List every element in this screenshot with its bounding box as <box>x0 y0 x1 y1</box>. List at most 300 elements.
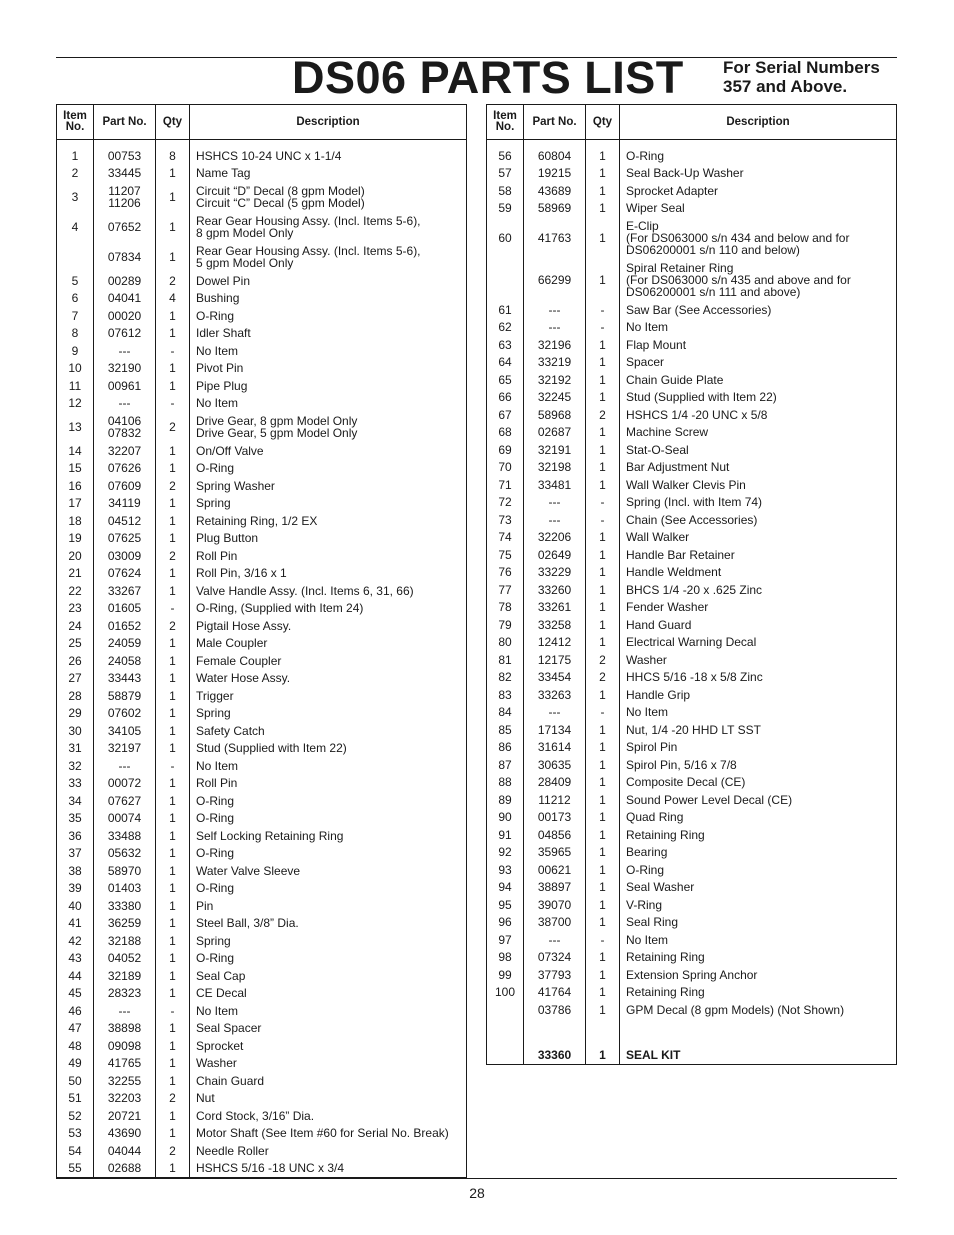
item-number-line: 21 <box>68 566 82 581</box>
item-number-line: 74 <box>498 530 512 545</box>
quantity-line: 1 <box>169 583 176 598</box>
table-row <box>57 985 467 1003</box>
item-number-line: 51 <box>68 1091 82 1106</box>
description-line: Handle Grip <box>626 687 691 702</box>
description <box>190 985 467 1003</box>
item-number <box>57 757 94 775</box>
description-line: Quad Ring <box>626 810 684 825</box>
description-line: Steel Ball, 3/8” Dia. <box>196 916 299 931</box>
quantity <box>586 686 620 704</box>
quantity <box>586 1001 620 1019</box>
quantity-line: 1 <box>599 355 606 370</box>
part-number-line: 01605 <box>107 601 142 616</box>
item-number <box>57 147 94 165</box>
part-number-line: 07626 <box>107 461 142 476</box>
item-number-line: 30 <box>68 723 82 738</box>
quantity <box>156 460 190 478</box>
item-number <box>57 165 94 183</box>
page-title: DS06 PARTS LIST <box>292 52 684 103</box>
part-number <box>524 147 586 165</box>
item-number <box>487 200 524 218</box>
part-number <box>94 687 156 705</box>
item-number-line: 6 <box>71 291 79 306</box>
item-number <box>487 1019 524 1047</box>
quantity-line: 1 <box>169 741 176 756</box>
table-row <box>487 371 897 389</box>
quantity-line: 1 <box>599 967 606 982</box>
part-number-line: 00961 <box>107 378 142 393</box>
description <box>620 529 897 547</box>
part-number-line: 04052 <box>107 951 142 966</box>
description <box>190 600 467 618</box>
item-number <box>57 212 94 242</box>
item-number-line: 60 <box>498 231 512 245</box>
table-spacer-row <box>487 140 897 148</box>
description <box>190 635 467 653</box>
item-number-line: 33 <box>68 776 82 791</box>
description-line: Stat-O-Seal <box>626 442 689 457</box>
description <box>190 932 467 950</box>
description <box>190 670 467 688</box>
description-line: Sound Power Level Decal (CE) <box>626 792 793 807</box>
description-line: Wall Walker <box>626 530 690 545</box>
table-row <box>487 844 897 862</box>
part-number-line: 09098 <box>107 1038 142 1053</box>
quantity-line: 1 <box>599 372 606 387</box>
part-number <box>94 547 156 565</box>
description <box>190 377 467 395</box>
part-number <box>524 984 586 1002</box>
quantity-line: 1 <box>169 220 176 234</box>
part-number-line: 11212 <box>538 792 571 807</box>
item-number-line: 96 <box>498 915 512 930</box>
table-row <box>487 319 897 337</box>
quantity <box>156 827 190 845</box>
table-row <box>57 242 467 272</box>
quantity <box>586 494 620 512</box>
spacer-cell <box>620 140 897 148</box>
description <box>190 147 467 165</box>
header-part-no: Part No. <box>94 105 156 140</box>
quantity-line: 1 <box>169 688 176 703</box>
description <box>190 395 467 413</box>
description <box>190 652 467 670</box>
part-number-line: 07624 <box>107 566 142 581</box>
part-number <box>94 307 156 325</box>
part-number <box>94 242 156 272</box>
table-row <box>487 1019 897 1047</box>
part-number <box>524 319 586 337</box>
part-number-line: 33380 <box>107 898 142 913</box>
part-number <box>94 1002 156 1020</box>
quantity <box>586 791 620 809</box>
description-line: Roll Pin <box>196 776 238 791</box>
quantity <box>156 307 190 325</box>
quantity-line: 1 <box>169 1021 176 1036</box>
part-number <box>524 1001 586 1019</box>
part-number-line: 33219 <box>537 355 572 370</box>
quantity-line: 1 <box>169 951 176 966</box>
description-line: O-Ring <box>626 148 665 163</box>
item-number-line: 58 <box>498 183 512 198</box>
table-row <box>487 879 897 897</box>
item-number <box>487 651 524 669</box>
item-number-line: 73 <box>498 512 512 527</box>
quantity-line: 2 <box>169 618 176 633</box>
quantity <box>586 354 620 372</box>
part-number-line: 32189 <box>107 968 142 983</box>
quantity <box>156 342 190 360</box>
quantity <box>586 826 620 844</box>
header-item-line: Item <box>63 110 87 122</box>
quantity-line: 1 <box>169 916 176 931</box>
part-number-line: 03786 <box>537 1002 572 1017</box>
item-number <box>487 914 524 932</box>
quantity-line: 1 <box>599 600 606 615</box>
description <box>620 217 897 259</box>
quantity <box>586 511 620 529</box>
part-number-line: 07602 <box>107 706 142 721</box>
quantity <box>586 319 620 337</box>
description-line: Water Hose Assy. <box>196 671 291 686</box>
part-number <box>524 809 586 827</box>
part-number-line: 32203 <box>107 1091 142 1106</box>
quantity-line: 1 <box>599 792 606 807</box>
item-number-line: 5 <box>71 273 79 288</box>
header-item-line: No. <box>65 121 85 133</box>
part-number-line: 31614 <box>537 740 572 755</box>
item-number-line: 90 <box>498 810 512 825</box>
description-line: Handle Weldment <box>626 565 722 580</box>
item-number <box>57 342 94 360</box>
quantity <box>156 565 190 583</box>
table-header-row <box>487 105 897 140</box>
description <box>620 756 897 774</box>
table-row <box>57 530 467 548</box>
table-row <box>57 460 467 478</box>
item-number <box>57 617 94 635</box>
spacer-cell <box>156 140 190 148</box>
quantity <box>156 792 190 810</box>
item-number-line: 3 <box>71 190 79 204</box>
item-number-line: 56 <box>498 148 512 163</box>
item-number-line: 57 <box>498 166 512 181</box>
part-number <box>524 1047 586 1065</box>
item-number-line: 49 <box>68 1056 82 1071</box>
item-number-line: 99 <box>498 967 512 982</box>
quantity <box>586 336 620 354</box>
part-number <box>524 459 586 477</box>
description <box>620 721 897 739</box>
quantity <box>156 547 190 565</box>
quantity <box>586 914 620 932</box>
description-line: Male Coupler <box>196 636 268 651</box>
part-number-line: 33261 <box>537 600 572 615</box>
quantity <box>156 635 190 653</box>
quantity <box>156 442 190 460</box>
description <box>190 687 467 705</box>
part-number <box>524 616 586 634</box>
part-number <box>94 827 156 845</box>
description <box>190 290 467 308</box>
header-part-no: Part No. <box>524 105 586 140</box>
item-number-line: 20 <box>68 548 82 563</box>
header-item-line: Item <box>493 110 517 122</box>
table-row <box>487 791 897 809</box>
description <box>620 931 897 949</box>
quantity-line: 1 <box>599 880 606 895</box>
part-number-line: 20721 <box>107 1108 142 1123</box>
table-header-row <box>57 105 467 140</box>
item-number <box>57 950 94 968</box>
quantity <box>156 1072 190 1090</box>
part-number <box>524 546 586 564</box>
part-number <box>94 1107 156 1125</box>
quantity-line: - <box>600 932 605 947</box>
item-number <box>57 395 94 413</box>
description <box>620 182 897 200</box>
description <box>620 494 897 512</box>
item-number-line: 94 <box>498 880 512 895</box>
part-number-line: 33260 <box>537 582 572 597</box>
description-line: DS06200001 s/n 111 and above) <box>626 285 801 299</box>
item-number <box>57 792 94 810</box>
description <box>620 826 897 844</box>
part-number-line: 36259 <box>107 916 142 931</box>
description-line: O-Ring, (Supplied with Item 24) <box>196 601 364 616</box>
item-number <box>57 670 94 688</box>
part-number <box>94 460 156 478</box>
description-line: On/Off Valve <box>196 443 264 458</box>
part-number <box>524 826 586 844</box>
quantity <box>156 757 190 775</box>
table-row <box>487 336 897 354</box>
part-number-line: 32255 <box>107 1073 142 1088</box>
quantity-line: 4 <box>169 291 176 306</box>
description-line: 8 gpm Model Only <box>196 226 294 240</box>
item-number <box>57 1072 94 1090</box>
quantity-line: 1 <box>599 985 606 1000</box>
item-number-line: 40 <box>68 898 82 913</box>
quantity-line: 2 <box>169 478 176 493</box>
quantity <box>586 651 620 669</box>
description-line: Fender Washer <box>626 600 709 615</box>
quantity-line: 1 <box>169 653 176 668</box>
description <box>620 441 897 459</box>
part-number <box>94 810 156 828</box>
description-line: Spirol Pin <box>626 740 678 755</box>
part-number-line: 32198 <box>537 460 572 475</box>
table-row <box>57 775 467 793</box>
part-number-line: 33481 <box>537 477 572 492</box>
quantity-line: 1 <box>599 845 606 860</box>
description-line: (For DS063000 s/n 435 and above and for <box>626 273 851 287</box>
item-number <box>487 739 524 757</box>
spacer-cell <box>586 140 620 148</box>
part-number <box>94 985 156 1003</box>
part-number-line: 07324 <box>537 950 572 965</box>
description-line: Spring <box>196 496 231 511</box>
description-line: Motor Shaft (See Item #60 for Serial No. Break) <box>196 1126 449 1141</box>
part-number <box>524 389 586 407</box>
description <box>620 861 897 879</box>
description-line: (For DS063000 s/n 434 and below and for <box>626 231 850 245</box>
part-number-line: 04041 <box>107 291 142 306</box>
item-number <box>487 165 524 183</box>
quantity-line: - <box>600 320 605 335</box>
description-line: Roll Pin, 3/16 x 1 <box>196 566 287 581</box>
quantity <box>586 301 620 319</box>
description <box>620 511 897 529</box>
item-number <box>487 756 524 774</box>
part-number <box>94 565 156 583</box>
quantity <box>156 477 190 495</box>
part-number <box>524 301 586 319</box>
description <box>190 342 467 360</box>
table-row <box>57 1125 467 1143</box>
description-line: Spring <box>196 706 231 721</box>
item-number <box>57 775 94 793</box>
description <box>620 896 897 914</box>
item-number-line: 68 <box>498 425 512 440</box>
item-number <box>57 360 94 378</box>
description <box>620 406 897 424</box>
description-line: GPM Decal (8 gpm Models) (Not Shown) <box>626 1002 845 1017</box>
part-number-line: 33360 <box>537 1048 572 1062</box>
quantity-line: 1 <box>169 1056 176 1071</box>
item-number-line: 34 <box>68 793 82 808</box>
part-number-line: 05632 <box>107 846 142 861</box>
table-row <box>487 581 897 599</box>
quantity <box>156 862 190 880</box>
part-number-line: 00074 <box>107 811 142 826</box>
description-line: SEAL KIT <box>626 1048 681 1062</box>
item-number <box>487 774 524 792</box>
part-number-line: 02649 <box>537 547 572 562</box>
quantity <box>586 599 620 617</box>
item-number-line: 66 <box>498 390 512 405</box>
item-number <box>57 635 94 653</box>
part-number <box>524 756 586 774</box>
part-number-line: 04044 <box>107 1143 142 1158</box>
quantity-line: - <box>600 705 605 720</box>
part-number-line: 07652 <box>107 220 142 234</box>
description-line: Needle Roller <box>196 1143 269 1158</box>
table-row <box>487 669 897 687</box>
part-number-line: --- <box>548 320 561 335</box>
part-number-line: --- <box>548 302 561 317</box>
description-line: Extension Spring Anchor <box>626 967 758 982</box>
item-number-line: 36 <box>68 828 82 843</box>
part-number-line: 58969 <box>537 201 572 216</box>
part-number <box>94 757 156 775</box>
part-number-line: --- <box>118 343 131 358</box>
part-number-line: 30635 <box>537 757 572 772</box>
part-number <box>94 722 156 740</box>
bottom-rule <box>56 1178 897 1179</box>
item-number <box>487 844 524 862</box>
quantity <box>156 600 190 618</box>
quantity <box>156 740 190 758</box>
item-number <box>487 424 524 442</box>
quantity <box>156 212 190 242</box>
item-number-line: 61 <box>498 302 512 317</box>
description <box>190 792 467 810</box>
table-row <box>57 1002 467 1020</box>
part-number <box>524 861 586 879</box>
part-number-line: 34105 <box>107 723 142 738</box>
table-row <box>57 1142 467 1160</box>
quantity <box>156 495 190 513</box>
description-line: Drive Gear, 5 gpm Model Only <box>196 426 358 440</box>
part-number <box>524 599 586 617</box>
item-number <box>57 442 94 460</box>
item-number <box>57 307 94 325</box>
quantity <box>586 896 620 914</box>
description <box>190 897 467 915</box>
part-number-line: 35965 <box>537 845 572 860</box>
table-row <box>487 984 897 1002</box>
item-number-line: 59 <box>498 201 512 216</box>
quantity-line: 1 <box>169 933 176 948</box>
part-number <box>524 634 586 652</box>
quantity <box>156 395 190 413</box>
item-number-line: 52 <box>68 1108 82 1123</box>
item-number-line: 48 <box>68 1038 82 1053</box>
description-line: Seal Washer <box>626 880 695 895</box>
part-number <box>94 862 156 880</box>
quantity <box>156 1002 190 1020</box>
part-number-line: --- <box>118 758 131 773</box>
table-row <box>57 1090 467 1108</box>
quantity-line: - <box>170 601 175 616</box>
part-number <box>524 949 586 967</box>
part-number <box>524 581 586 599</box>
quantity <box>156 950 190 968</box>
quantity-line: 1 <box>599 757 606 772</box>
description-line: Name Tag <box>196 166 251 181</box>
part-number-line: 00173 <box>537 810 572 825</box>
description-line: No Item <box>196 758 239 773</box>
quantity-line: 1 <box>169 513 176 528</box>
item-number-line: 71 <box>498 477 512 492</box>
item-number <box>487 686 524 704</box>
part-number <box>94 165 156 183</box>
table-row <box>57 687 467 705</box>
item-number <box>487 861 524 879</box>
quantity-line: 1 <box>599 862 606 877</box>
description-line: HSHCS 5/16 -18 UNC x 3/4 <box>196 1161 345 1175</box>
item-number <box>487 529 524 547</box>
quantity-line: 1 <box>599 1048 606 1062</box>
description <box>190 1142 467 1160</box>
part-number <box>524 494 586 512</box>
item-number <box>57 377 94 395</box>
description <box>620 704 897 722</box>
description-line: Composite Decal (CE) <box>626 775 746 790</box>
quantity-line: 1 <box>169 461 176 476</box>
quantity-line: 1 <box>599 183 606 198</box>
table-row <box>487 259 897 301</box>
part-number-line: --- <box>118 396 131 411</box>
table-row <box>57 932 467 950</box>
description <box>620 774 897 792</box>
description-line: DS06200001 s/n 110 and below) <box>626 243 800 257</box>
item-number <box>57 880 94 898</box>
parts-table-left <box>56 104 467 1178</box>
description-line: O-Ring <box>196 308 235 323</box>
description <box>190 1090 467 1108</box>
